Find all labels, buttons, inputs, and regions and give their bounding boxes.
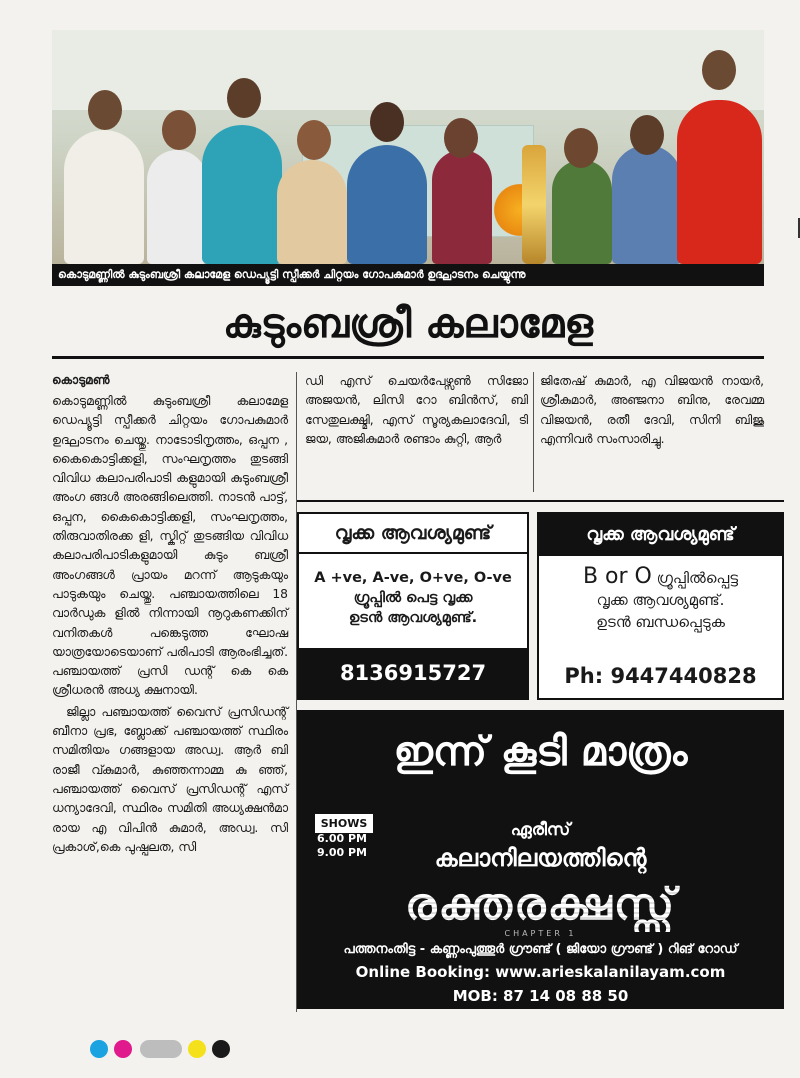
article-column-middle: ഡി എസ് ചെയർപേഴ്സൺ സിജോ അജയൻ, ലിസി റോ ബിൻസ്, ബി സേതുലക്ഷ്മി, എസ് സൂര്യകലാദേവി, ടി ജയ, അജികുമാർ രണ്ടാം കുറ്റി, ആർ	[305, 374, 528, 446]
movie-ad	[297, 710, 784, 1009]
movie-ad-title: ഇന്ന് കൂടി മാത്രം	[393, 729, 688, 775]
news-photo	[52, 30, 764, 264]
ad-text: ഗ്രൂപ്പിൽപ്പെട്ട	[656, 569, 739, 587]
ad-text: വൃക്ക ആവശ്യമുണ്ട്.	[596, 591, 725, 609]
article-column-left	[52, 392, 288, 857]
ad-text: ഉടൻ ബന്ധപ്പെടുക	[596, 613, 725, 631]
theatre-name-line2: കലാനിലയത്തിന്റെ	[434, 844, 647, 872]
show-time: 9.00 PM	[317, 846, 367, 859]
cyan-dot-icon	[90, 1040, 108, 1058]
theatre-name: ഏരീസ്	[510, 820, 571, 840]
ad-blood-groups: A +ve, A-ve, O+ve, O-ve	[314, 570, 512, 586]
mobile-number: MOB: 87 14 08 88 50	[452, 987, 629, 1005]
ad-phone: 8136915727	[299, 648, 527, 698]
ad-text: ഉടൻ ആവശ്യമുണ്ട്.	[348, 610, 478, 626]
column-divider	[533, 372, 534, 492]
film-chapter: CHAPTER 1	[504, 929, 577, 938]
article-headline: കുടുംബശ്രീ കലാമേള	[223, 301, 593, 347]
ad-header: വൃക്ക ആവശ്യമുണ്ട്	[299, 514, 527, 554]
ad-header: വൃക്ക ആവശ്യമുണ്ട്	[539, 514, 782, 556]
article-paragraph: ജില്ലാ പഞ്ചായത്ത് വൈസ് പ്രസിഡന്റ് ബീനാ പ്രഭ, ബ്ലോക്ക് പഞ്ചായത്ത് സ്ഥിരം സമിതിയം ഗങ്ങളായ അഡ്വ. ആർ ബി രാജീ വ്കുമാർ, കുഞ്ഞന്നാമ്മ കു ഞ്ഞ്, പഞ്ചായത്ത് വൈസ് പ്രസിഡന്റ് എസ് ധന്യാദേവി, സ്ഥിരം സമിതി അധ്യക്ഷൻമാ രായ എ വിപിൻ കുമാർ, അഡ്വ. സി പ്രകാശ്,കെ പുഷ്പലത, സി	[52, 704, 288, 854]
show-time: 6.00 PM	[317, 832, 367, 845]
photo-caption: കൊടുമണ്ണിൽ കുടുംബശ്രീ കലാമേള ഡെപ്യൂട്ടി സ്പീക്കർ ചിറ്റയം ഗോപകുമാർ ഉദ്ഘാടനം ചെയ്യുന്നു	[52, 264, 764, 286]
grey-bar-icon	[140, 1040, 182, 1058]
booking-url: Online Booking: www.arieskalanilayam.com	[355, 963, 726, 981]
article-column-right: ജിതേഷ് കുമാർ, എ വിജയൻ നായർ, ശ്രീകുമാർ, അഞ്ജനാ ബിനു, രേവമ്മ വിജയൻ, രതീ ദേവി, സിനി ബിജു എന്നിവർ സംസാരിച്ചു.	[540, 374, 764, 446]
headline-rule	[52, 356, 764, 359]
magenta-dot-icon	[114, 1040, 132, 1058]
kidney-ad-1	[297, 512, 529, 700]
section-rule	[297, 500, 784, 502]
film-title: രക്തരക്ഷസ്സ്	[319, 878, 762, 932]
shows-label: SHOWS	[315, 814, 373, 833]
oil-lamp-icon	[522, 145, 546, 264]
ad-text: ഗ്രൂപ്പിൽ പെട്ട വൃക്ക	[353, 590, 473, 606]
black-dot-icon	[212, 1040, 230, 1058]
article-dateline: കൊടുമൺ	[52, 373, 110, 387]
yellow-dot-icon	[188, 1040, 206, 1058]
ad-phone: Ph: 9447440828	[564, 664, 757, 688]
ad-blood-groups: B or O	[582, 564, 652, 589]
article-paragraph: കൊടുമണ്ണിൽ കുടുംബശ്രീ കലാമേള ഡെപ്യൂട്ടി സ്പീക്കർ ചിറ്റയം ഗോപകുമാർ ഉദ്ഘാടനം ചെയ്തു. നാടോടിനൃത്തം, ഒപ്പന , കൈകൊട്ടിക്കളി, സംഘനൃത്തം തുടങ്ങി വിവിധ കലാപരിപാടി കളുമായി കുടുംബശ്രീ അംഗ ങ്ങൾ അരങ്ങിലെത്തി. നാടൻ പാട്ട്, ഒപ്പന, കൈകൊട്ടിക്കളി, സംഘനൃത്തം, തിരുവാതിരക്ക ളി, സ്കിറ്റ് തുടങ്ങിയ വിവിധ കലാപരിപാടികളുമായി കുടും ബശ്രീ അംഗങ്ങൾ പ്രായം മറന്ന് ആടുകയും പാടുകയും ചെയ്തു. പഞ്ചായത്തിലെ 18 വാർഡുക ളിൽ നിന്നായി നൂറുകണക്കിന് വനിതകൾ പങ്കെടുത്ത ഘോഷ യാത്രയോടെയാണ് പരിപാടി ആരംഭിച്ചത്. പഞ്ചായത്ത് പ്രസി ഡന്റ് കെ കെ ശ്രീധരൻ അധ്യ ക്ഷനായി.	[52, 394, 288, 698]
kidney-ad-2	[537, 512, 784, 700]
venue: പത്തനംതിട്ട - കണ്ണംപുത്തൂർ ഗ്രൗണ്ട് ( ജിയോ ഗ്രൗണ്ട് ) റിങ് റോഡ്	[343, 942, 738, 957]
